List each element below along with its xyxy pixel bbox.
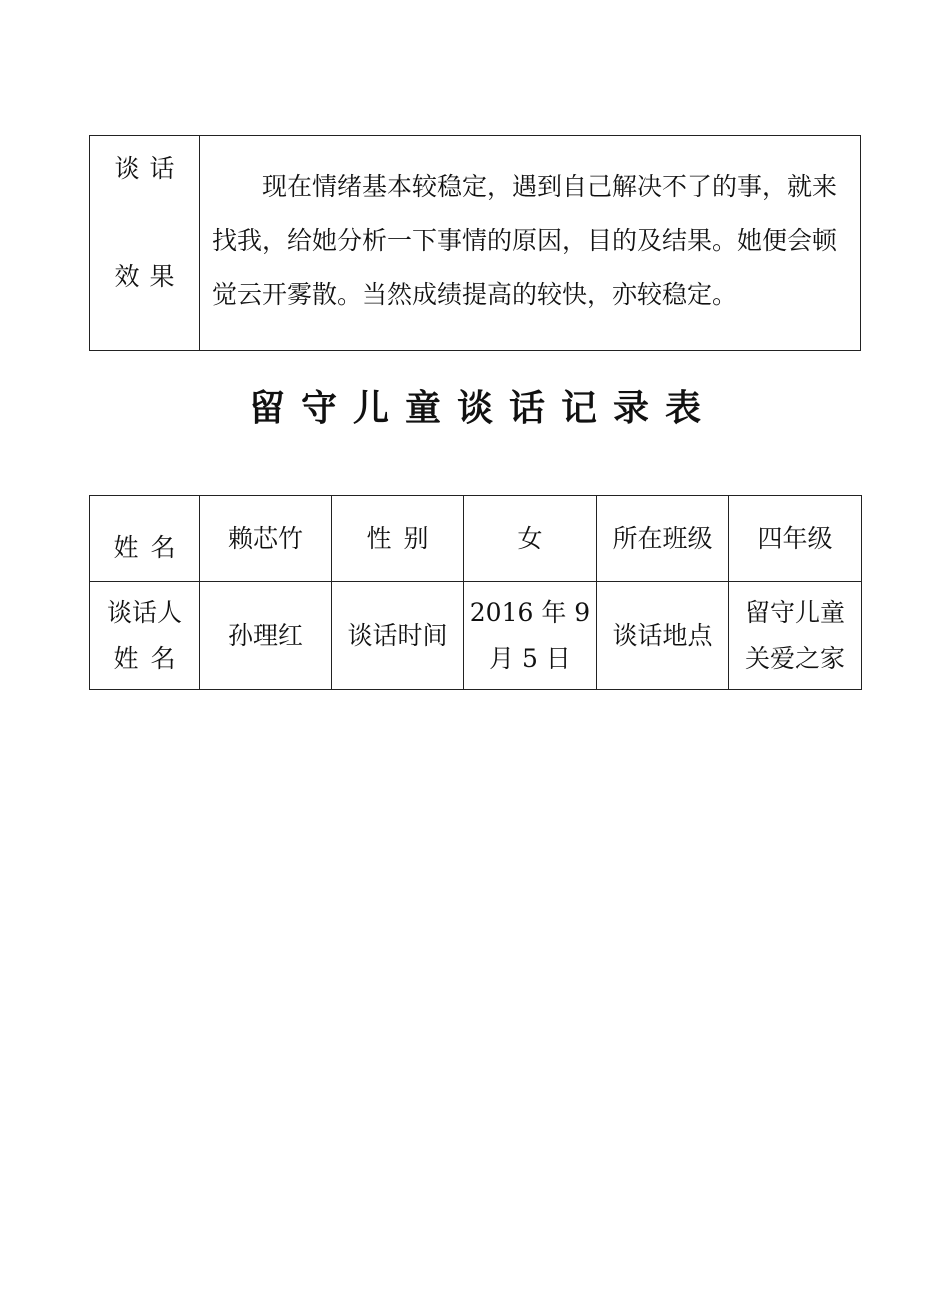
time-value-line1: 2016 年 9 xyxy=(469,597,591,627)
talker-label-line1: 谈话人 xyxy=(106,597,182,627)
gender-label-cell: 性别 xyxy=(332,496,464,582)
place-value-line1: 留守儿童 xyxy=(744,597,845,627)
talk-effect-table xyxy=(89,135,861,351)
talker-label-line2: 姓名 xyxy=(113,643,188,673)
info-row-student xyxy=(90,496,862,582)
talk-effect-label-cell xyxy=(90,136,200,351)
talker-value-cell: 孙理红 xyxy=(200,582,332,690)
talk-effect-content-cell xyxy=(200,136,861,351)
place-value-line2: 关爱之家 xyxy=(744,643,845,673)
gender-value-cell: 女 xyxy=(464,496,597,582)
time-label-cell: 谈话时间 xyxy=(332,582,464,690)
talk-effect-row xyxy=(90,136,861,351)
info-row-talk xyxy=(90,582,862,690)
talk-effect-text: 现在情绪基本较稳定，遇到自己解决不了的事，就来找我，给她分析一下事情的原因，目的及结果。她便会顿觉云开雾散。当然成绩提高的较快，亦较稳定。 xyxy=(212,172,838,309)
student-info-table xyxy=(89,495,862,690)
talk-effect-label-line1: 谈话 xyxy=(114,154,185,183)
page-title: 留守儿童谈话记录表 xyxy=(248,388,717,429)
place-label-cell: 谈话地点 xyxy=(597,582,729,690)
talk-effect-label-line2: 效果 xyxy=(114,262,185,291)
name-value-cell: 赖芯竹 xyxy=(200,496,332,582)
name-label-cell: 姓名 xyxy=(90,496,200,582)
talker-label-cell xyxy=(90,582,200,690)
class-value-cell: 四年级 xyxy=(729,496,862,582)
time-value-cell xyxy=(464,582,597,690)
time-value-line2: 月 5 日 xyxy=(489,643,571,673)
class-label-cell: 所在班级 xyxy=(597,496,729,582)
place-value-cell xyxy=(729,582,862,690)
